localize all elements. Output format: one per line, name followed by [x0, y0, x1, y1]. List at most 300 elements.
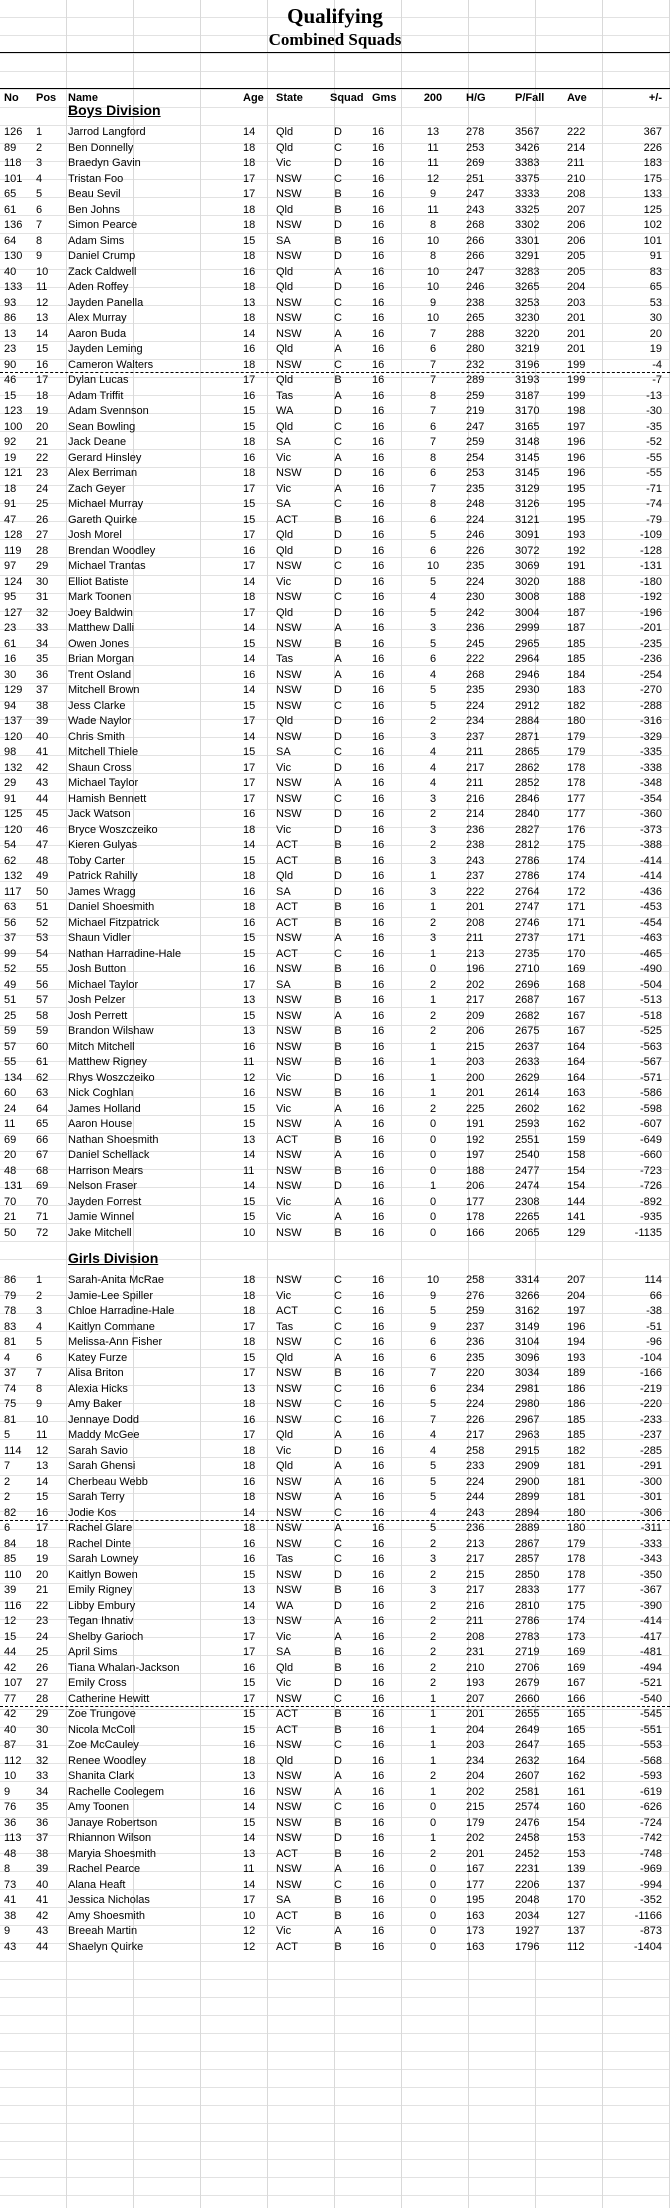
- cell-200s: 0: [429, 1133, 437, 1146]
- cell-plus-minus: -873: [639, 1925, 662, 1937]
- cell-no: 50: [4, 1226, 17, 1239]
- cell-high-game: 208: [466, 1630, 485, 1643]
- cell-name: Amy Toonen: [68, 1801, 129, 1813]
- cell-pos: 20: [36, 420, 49, 433]
- table-row: [0, 730, 670, 746]
- cell-pinfall: 2614: [515, 1087, 540, 1099]
- cell-state: NSW: [276, 963, 302, 975]
- cell-average: 194: [567, 1336, 586, 1348]
- cell-pos: 33: [36, 622, 49, 634]
- cell-name: Gareth Quirke: [68, 513, 138, 526]
- cell-name: Sarah Lowney: [68, 1553, 139, 1565]
- cell-200s: 0: [429, 1195, 437, 1208]
- cell-pinfall: 3034: [515, 1367, 540, 1379]
- cell-high-game: 177: [466, 1195, 485, 1208]
- cell-state: NSW: [276, 622, 302, 634]
- cell-pos: 29: [36, 560, 49, 572]
- cell-no: 55: [4, 1056, 17, 1068]
- cell-games: 16: [372, 451, 385, 464]
- cell-name: Bryce Woszczeiko: [68, 823, 158, 836]
- cell-games: 16: [372, 1708, 385, 1720]
- table-row: [0, 714, 670, 730]
- cell-plus-minus: 65: [649, 281, 662, 293]
- cell-no: 107: [4, 1677, 23, 1689]
- cell-games: 16: [372, 1584, 385, 1596]
- cell-high-game: 224: [466, 575, 485, 588]
- cell-pinfall: 2632: [515, 1754, 540, 1767]
- table-row: [0, 1475, 670, 1491]
- cell-average: 180: [567, 1522, 586, 1534]
- cell-200s: 1: [429, 947, 437, 960]
- cell-average: 162: [567, 1118, 586, 1130]
- cell-age: 16: [243, 808, 256, 820]
- cell-high-game: 243: [466, 854, 485, 867]
- cell-squad: B: [334, 1056, 342, 1068]
- cell-pinfall: 2458: [515, 1832, 540, 1844]
- cell-no: 13: [4, 327, 17, 340]
- cell-200s: 1: [429, 994, 437, 1006]
- cell-200s: 0: [429, 1940, 437, 1953]
- cell-no: 117: [4, 885, 22, 898]
- cell-plus-minus: -414: [639, 854, 662, 867]
- cell-200s: 8: [429, 219, 437, 231]
- cell-squad: D: [334, 544, 342, 557]
- cell-games: 16: [372, 141, 385, 154]
- cell-pos: 12: [36, 296, 49, 309]
- cell-games: 16: [372, 1336, 385, 1348]
- cell-age: 18: [243, 467, 256, 479]
- cell-age: 16: [243, 1475, 256, 1488]
- cell-high-game: 266: [466, 234, 485, 247]
- cell-state: NSW: [276, 1801, 302, 1813]
- cell-squad: B: [334, 1164, 342, 1177]
- cell-squad: A: [334, 1195, 342, 1208]
- cell-squad: C: [334, 1739, 342, 1751]
- cell-no: 40: [4, 1723, 17, 1736]
- cell-state: NSW: [276, 1770, 302, 1782]
- cell-pinfall: 3126: [515, 498, 540, 510]
- cell-high-game: 243: [466, 203, 485, 216]
- cell-high-game: 235: [466, 1351, 485, 1364]
- cell-pos: 61: [36, 1056, 49, 1068]
- cell-200s: 6: [429, 343, 437, 355]
- cell-games: 16: [372, 1382, 385, 1395]
- cell-state: Qld: [276, 1460, 294, 1472]
- cell-200s: 8: [429, 389, 437, 402]
- cell-plus-minus: -236: [639, 653, 662, 665]
- cell-plus-minus: -79: [646, 513, 662, 526]
- cell-games: 16: [372, 1491, 385, 1503]
- cell-no: 15: [4, 1630, 17, 1643]
- table-row: [0, 1537, 670, 1553]
- cell-pinfall: 2719: [515, 1646, 540, 1658]
- cell-state: NSW: [276, 1739, 302, 1751]
- table-row: [0, 978, 670, 994]
- cell-200s: 3: [429, 823, 437, 836]
- cell-pinfall: 2912: [515, 699, 540, 712]
- cell-age: 17: [243, 1646, 256, 1658]
- cell-average: 195: [567, 498, 586, 510]
- cell-200s: 7: [429, 482, 437, 495]
- cell-games: 16: [372, 203, 385, 216]
- cell-no: 90: [4, 358, 17, 371]
- cell-name: Nick Coghlan: [68, 1087, 134, 1099]
- cell-games: 16: [372, 1102, 385, 1115]
- cell-plus-minus: -463: [639, 932, 662, 944]
- cell-name: Daniel Schellack: [68, 1149, 150, 1161]
- cell-age: 14: [243, 1506, 256, 1519]
- cell-average: 141: [567, 1211, 586, 1223]
- cell-plus-minus: -291: [639, 1460, 662, 1472]
- cell-pinfall: 1927: [515, 1925, 540, 1937]
- cell-average: 188: [567, 591, 586, 603]
- table-row: [0, 1878, 670, 1894]
- cell-age: 17: [243, 188, 256, 200]
- cell-no: 86: [4, 312, 17, 324]
- cell-pos: 25: [36, 1646, 49, 1658]
- cell-name: Sarah Savio: [68, 1444, 128, 1457]
- cell-plus-minus: -270: [639, 684, 662, 696]
- cell-200s: 1: [429, 1708, 437, 1720]
- cell-no: 75: [4, 1398, 17, 1410]
- cell-200s: 2: [429, 1630, 437, 1643]
- cell-age: 16: [243, 1739, 256, 1751]
- cell-name: Elliot Batiste: [68, 575, 129, 588]
- cell-pinfall: 3149: [515, 1320, 540, 1333]
- cell-pinfall: 2687: [515, 994, 540, 1006]
- cell-average: 177: [567, 1584, 586, 1596]
- cell-name: Jack Watson: [68, 808, 131, 820]
- cell-age: 15: [243, 498, 256, 510]
- cell-200s: 2: [429, 978, 437, 991]
- table-row: [0, 327, 670, 343]
- cell-plus-minus: -994: [639, 1878, 662, 1891]
- cell-high-game: 208: [466, 916, 485, 929]
- table-row: [0, 606, 670, 622]
- cell-state: ACT: [276, 1305, 298, 1317]
- cell-high-game: 247: [466, 188, 485, 200]
- cell-pos: 35: [36, 1801, 49, 1813]
- table-row: [0, 1754, 670, 1770]
- cell-no: 15: [4, 389, 17, 402]
- cell-pos: 15: [36, 1491, 49, 1503]
- cell-plus-minus: -338: [639, 761, 662, 774]
- cell-name: Aaron House: [68, 1118, 133, 1130]
- cell-average: 204: [567, 281, 586, 293]
- cell-games: 16: [372, 1195, 385, 1208]
- cell-pos: 32: [36, 1754, 49, 1767]
- cell-squad: B: [334, 978, 342, 991]
- cell-age: 14: [243, 575, 256, 588]
- cell-pinfall: 2746: [515, 916, 540, 929]
- cell-pos: 6: [36, 203, 43, 216]
- cell-state: NSW: [276, 1118, 302, 1130]
- cell-no: 85: [4, 1553, 17, 1565]
- cell-plus-minus: 133: [643, 188, 662, 200]
- table-row: [0, 296, 670, 312]
- cell-average: 179: [567, 746, 586, 758]
- cell-pos: 38: [36, 699, 49, 712]
- cell-squad: B: [334, 234, 342, 247]
- cell-plus-minus: -436: [639, 885, 662, 898]
- cell-pos: 39: [36, 715, 49, 727]
- column-header-200s: 200: [423, 92, 443, 104]
- cell-pos: 44: [36, 792, 49, 805]
- cell-plus-minus: -567: [639, 1056, 662, 1068]
- cell-plus-minus: -301: [639, 1491, 662, 1503]
- cell-no: 36: [4, 1816, 17, 1829]
- cell-age: 15: [243, 1568, 256, 1581]
- cell-plus-minus: -96: [646, 1336, 662, 1348]
- cell-games: 16: [372, 436, 385, 448]
- cell-high-game: 177: [466, 1878, 485, 1891]
- cell-200s: 8: [429, 250, 437, 262]
- cell-age: 18: [243, 219, 256, 231]
- cell-200s: 2: [429, 1537, 437, 1550]
- cell-high-game: 231: [466, 1646, 485, 1658]
- cell-average: 154: [567, 1816, 586, 1829]
- cell-games: 16: [372, 575, 385, 588]
- cell-average: 196: [567, 1320, 586, 1333]
- cell-average: 177: [567, 792, 586, 805]
- cell-200s: 2: [429, 839, 437, 851]
- cell-name: Josh Perrett: [68, 1009, 128, 1022]
- cell-pos: 2: [36, 141, 43, 154]
- cell-no: 91: [4, 498, 17, 510]
- cell-games: 16: [372, 1506, 385, 1519]
- cell-squad: C: [334, 296, 342, 309]
- cell-no: 23: [4, 343, 17, 355]
- table-row: [0, 1568, 670, 1584]
- cell-pos: 31: [36, 591, 49, 603]
- cell-games: 16: [372, 1723, 385, 1736]
- cell-squad: A: [334, 389, 342, 402]
- cell-state: NSW: [276, 1568, 302, 1581]
- cell-average: 137: [567, 1878, 586, 1891]
- table-row: [0, 621, 670, 637]
- cell-average: 165: [567, 1739, 586, 1751]
- cell-pos: 45: [36, 808, 49, 820]
- table-row: [0, 1009, 670, 1025]
- cell-no: 128: [4, 529, 23, 541]
- cell-average: 199: [567, 389, 586, 402]
- cell-200s: 9: [429, 1320, 437, 1333]
- cell-no: 37: [4, 932, 17, 944]
- cell-no: 129: [4, 684, 23, 696]
- cell-games: 16: [372, 1739, 385, 1751]
- cell-games: 16: [372, 994, 385, 1006]
- cell-squad: A: [334, 622, 342, 634]
- cell-pos: 8: [36, 1382, 43, 1395]
- page-title: Qualifying: [287, 4, 383, 28]
- cell-name: Katey Furze: [68, 1351, 128, 1364]
- cell-average: 164: [567, 1754, 586, 1767]
- cell-name: Mitch Mitchell: [68, 1040, 135, 1053]
- cell-high-game: 201: [466, 901, 485, 913]
- cell-no: 124: [4, 575, 23, 588]
- cell-games: 16: [372, 1522, 385, 1534]
- cell-age: 13: [243, 1382, 256, 1395]
- cell-pinfall: 2696: [515, 978, 540, 991]
- cell-squad: D: [334, 1754, 342, 1767]
- cell-pos: 23: [36, 1615, 49, 1627]
- cell-games: 16: [372, 854, 385, 867]
- cell-name: Ben Donnelly: [68, 141, 134, 154]
- cell-squad: C: [334, 1553, 342, 1565]
- cell-pinfall: 2852: [515, 777, 540, 789]
- table-row: [0, 1164, 670, 1180]
- cell-pos: 37: [36, 684, 49, 696]
- table-row: [0, 993, 670, 1009]
- cell-pos: 62: [36, 1071, 49, 1084]
- table-row: [0, 358, 670, 374]
- cell-average: 161: [567, 1785, 586, 1798]
- table-row: [0, 1133, 670, 1149]
- cell-200s: 4: [429, 1506, 437, 1519]
- cell-plus-minus: -414: [639, 870, 662, 882]
- cell-high-game: 222: [466, 653, 485, 665]
- table-row: [0, 807, 670, 823]
- cell-high-game: 217: [466, 1584, 485, 1596]
- cell-squad: B: [334, 994, 342, 1006]
- cell-pos: 8: [36, 234, 43, 247]
- cell-plus-minus: 20: [649, 327, 662, 340]
- cell-games: 16: [372, 358, 385, 371]
- cell-pinfall: 2946: [515, 668, 540, 681]
- cell-name: Josh Pelzer: [68, 994, 126, 1006]
- cell-pos: 17: [36, 374, 49, 386]
- cell-200s: 0: [429, 1164, 437, 1177]
- cell-games: 16: [372, 637, 385, 650]
- cell-pos: 56: [36, 978, 49, 991]
- cell-high-game: 222: [466, 885, 485, 898]
- cell-state: NSW: [276, 1009, 302, 1022]
- cell-no: 73: [4, 1878, 17, 1891]
- cell-high-game: 226: [466, 1413, 485, 1426]
- cell-age: 15: [243, 1195, 256, 1208]
- cell-squad: C: [334, 436, 342, 448]
- cell-average: 195: [567, 482, 586, 495]
- cell-state: NSW: [276, 358, 302, 371]
- cell-no: 11: [4, 1118, 16, 1130]
- cell-name: Amy Shoesmith: [68, 1909, 146, 1922]
- cell-high-game: 219: [466, 405, 485, 417]
- table-row: [0, 1599, 670, 1615]
- cell-name: Maddy McGee: [68, 1429, 140, 1441]
- cell-squad: A: [334, 777, 342, 789]
- cell-name: Joey Baldwin: [68, 606, 133, 619]
- cell-200s: 6: [429, 653, 437, 665]
- cell-average: 181: [567, 1491, 586, 1503]
- cell-games: 16: [372, 947, 385, 960]
- cell-200s: 9: [429, 296, 437, 309]
- cell-high-game: 258: [466, 1274, 485, 1286]
- cell-state: SA: [276, 978, 291, 991]
- cell-high-game: 235: [466, 482, 485, 495]
- cell-state: NSW: [276, 932, 302, 944]
- cell-high-game: 269: [466, 157, 485, 169]
- cell-plus-minus: -626: [639, 1801, 662, 1813]
- cell-no: 134: [4, 1071, 23, 1084]
- cell-high-game: 247: [466, 420, 485, 433]
- cell-age: 11: [243, 1863, 255, 1875]
- cell-state: SA: [276, 436, 291, 448]
- cell-high-game: 232: [466, 358, 485, 371]
- cell-state: Vic: [276, 1071, 292, 1084]
- cell-200s: 5: [429, 1305, 437, 1317]
- cell-pinfall: 2574: [515, 1801, 540, 1813]
- cell-average: 201: [567, 312, 586, 324]
- cell-squad: C: [334, 1274, 342, 1286]
- cell-state: NSW: [276, 219, 302, 231]
- cell-average: 179: [567, 730, 586, 743]
- cell-games: 16: [372, 1071, 385, 1084]
- cell-pinfall: 3196: [515, 358, 540, 371]
- cell-pinfall: 3301: [515, 234, 540, 247]
- table-row: [0, 1707, 670, 1723]
- cell-state: Qld: [276, 606, 294, 619]
- cell-200s: 0: [429, 1894, 437, 1906]
- cell-pinfall: 2846: [515, 792, 540, 805]
- cell-squad: C: [334, 1305, 342, 1317]
- cell-games: 16: [372, 1429, 385, 1441]
- cell-age: 18: [243, 823, 256, 836]
- table-row: [0, 1459, 670, 1475]
- table-row: [0, 203, 670, 219]
- cell-pos: 10: [36, 265, 49, 278]
- cell-plus-minus: -481: [639, 1646, 662, 1658]
- cell-no: 84: [4, 1537, 17, 1550]
- cell-games: 16: [372, 1149, 385, 1161]
- cell-name: Josh Morel: [68, 529, 122, 541]
- cell-no: 61: [4, 203, 17, 216]
- cell-age: 17: [243, 1630, 256, 1643]
- cell-average: 206: [567, 219, 586, 231]
- cell-squad: A: [334, 343, 342, 355]
- cell-squad: C: [334, 1289, 342, 1302]
- cell-high-game: 253: [466, 141, 485, 154]
- cell-pinfall: 2551: [515, 1133, 540, 1146]
- cell-age: 18: [243, 1754, 256, 1767]
- cell-name: Michael Trantas: [68, 560, 146, 572]
- cell-squad: A: [334, 265, 342, 278]
- cell-games: 16: [372, 1444, 385, 1457]
- cell-average: 154: [567, 1164, 586, 1177]
- cell-200s: 4: [429, 668, 437, 681]
- table-row: [0, 1506, 670, 1522]
- cell-games: 16: [372, 265, 385, 278]
- cell-average: 169: [567, 1661, 586, 1674]
- cell-average: 162: [567, 1102, 586, 1115]
- cell-games: 16: [372, 963, 385, 975]
- cell-high-game: 265: [466, 312, 485, 324]
- cell-squad: B: [334, 637, 342, 650]
- cell-no: 132: [4, 870, 23, 882]
- cell-squad: D: [334, 870, 342, 882]
- cell-pos: 13: [36, 1460, 49, 1472]
- cell-games: 16: [372, 1816, 385, 1829]
- cell-games: 16: [372, 126, 385, 138]
- cell-squad: B: [334, 1040, 342, 1053]
- cell-squad: A: [334, 1491, 342, 1503]
- cell-state: WA: [276, 1599, 294, 1612]
- cell-games: 16: [372, 932, 385, 944]
- cell-pos: 25: [36, 498, 49, 510]
- cell-name: Nicola McColl: [68, 1723, 136, 1736]
- cell-average: 170: [567, 1894, 586, 1906]
- cell-name: Jayden Panella: [68, 296, 144, 309]
- cell-average: 189: [567, 1367, 586, 1379]
